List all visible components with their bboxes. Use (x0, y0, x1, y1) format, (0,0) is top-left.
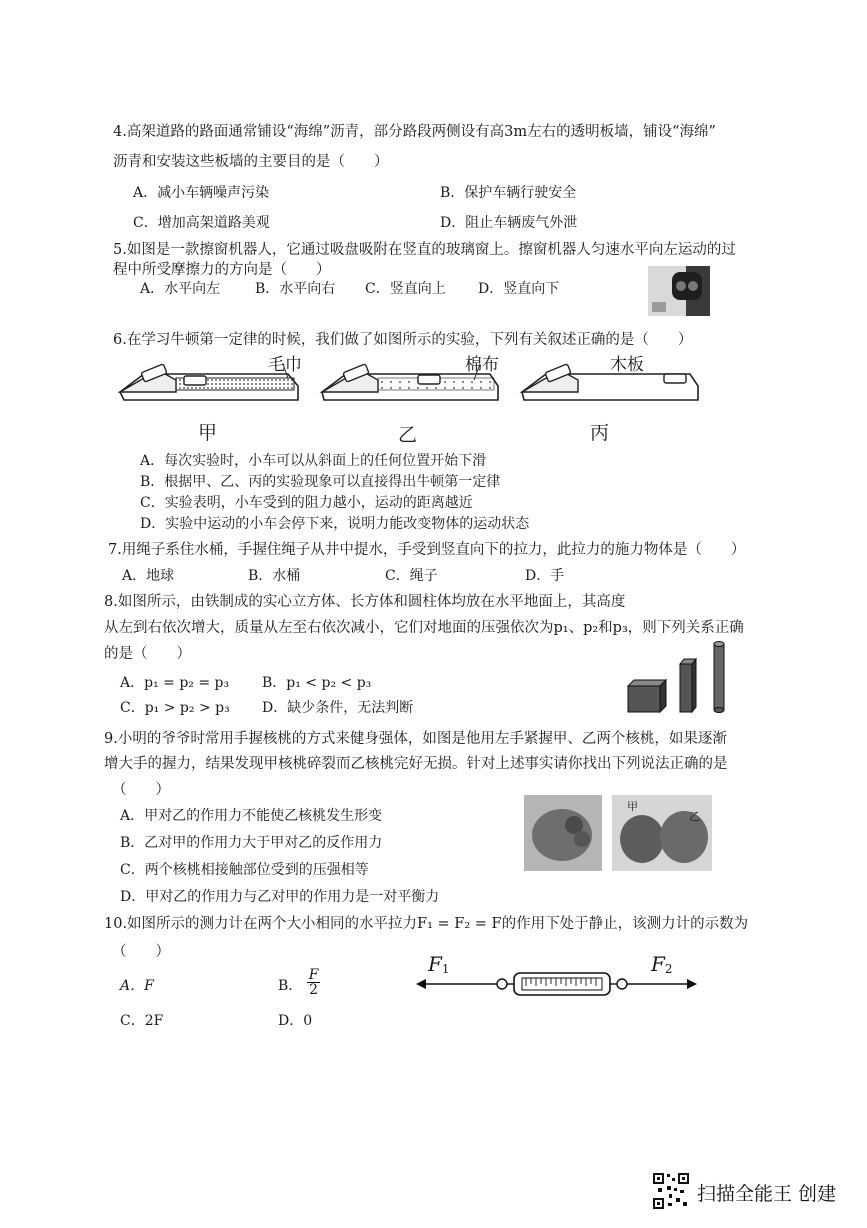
walnut-label-yi: 乙 (689, 810, 700, 823)
q8-option-c: C．p₁ > p₂ > p₃ (120, 700, 230, 716)
force-label-f1 (428, 952, 450, 976)
arrow-right-icon (687, 979, 697, 989)
q9-option-d: D．甲对乙的作用力与乙对甲的作用力是一对平衡力 (120, 889, 440, 905)
q7-option-a: A．地球 (122, 568, 175, 584)
q6-option-c: C．实验表明，小车受到的阻力越小，运动的距离越近 (140, 495, 473, 511)
q7-option-b: B．水桶 (248, 568, 301, 584)
arrow-left-icon (416, 979, 426, 989)
qr-code-icon (652, 1172, 690, 1210)
q9-option-c: C．两个核桃相接触部位受到的压强相等 (120, 862, 369, 878)
q5-option-b: B．水平向右 (255, 281, 336, 297)
label-board: 木板 (610, 355, 644, 375)
q5-option-d: D．竖直向下 (478, 281, 560, 297)
label-bing: 丙 (590, 422, 610, 444)
q9-option-a: A．甲对乙的作用力不能使乙核桃发生形变 (120, 808, 383, 824)
q10-option-b-fraction (307, 968, 321, 997)
f2-symbol: F (651, 952, 665, 976)
iron-solids-figure (626, 638, 730, 714)
q8-option-b: B．p₁ < p₂ < p₃ (262, 675, 372, 691)
cube (628, 680, 666, 712)
f1-symbol: F (428, 952, 442, 976)
q10-option-a: A．F (120, 978, 154, 994)
q5-stem-line1: 5.如图是一款擦窗机器人，它通过吸盘吸附在竖直的玻璃窗上。擦窗机器人匀速水平向左运动的过 (113, 242, 736, 258)
cuboid (680, 659, 696, 712)
q6-option-b: B．根据甲、乙、丙的实验现象可以直接得出牛顿第一定律 (140, 474, 501, 490)
q10-option-c: C．2F (120, 1013, 164, 1029)
label-yi: 乙 (398, 424, 418, 446)
q5-option-a: A．水平向左 (140, 281, 221, 297)
q10-stem-line2: （ ） (112, 944, 170, 960)
q4-option-c: C．增加高架道路美观 (133, 215, 270, 231)
watermark-text: 扫描全能王 创建 (697, 1183, 837, 1205)
q8-stem-line2: 从左到右依次增大，质量从左至右依次减小，它们对地面的压强依次为p₁、p₂和p₃，则下列关系正确 (104, 620, 744, 636)
q9-stem-line3: （ ） (112, 782, 170, 798)
q10-stem-line1: 10.如图所示的测力计在两个大小相同的水平拉力F₁ = F₂ = F的作用下处于静止，该测力计的示数为 (104, 916, 749, 932)
cylinder (714, 642, 724, 713)
q6-option-a: A．每次实验时，小车可以从斜面上的任何位置开始下滑 (140, 453, 487, 469)
hand-walnuts-image (524, 795, 602, 871)
q8-stem-line3: 的是（ ） (104, 646, 191, 662)
window-robot-image (648, 266, 710, 316)
q9-stem-line1: 9.小明的爷爷时常用手握核桃的方式来健身强体，如图是他用左手紧握甲、乙两个核桃，如果逐渐 (104, 731, 727, 747)
q5-option-c: C．竖直向上 (365, 281, 446, 297)
fraction-denominator: 2 (309, 981, 319, 998)
window-robot-photo (648, 266, 710, 316)
q7-option-c: C．绳子 (385, 568, 438, 584)
label-cotton: 棉布 (465, 355, 499, 375)
q10-option-b (278, 966, 320, 998)
q4-stem-line1: 4.高架道路的路面通常铺设“海绵”沥青，部分路段两侧设有高3m左右的透明板墙，铺设“海绵” (113, 124, 716, 140)
q8-option-d: D．缺少条件，无法判断 (262, 700, 414, 716)
q10-option-b-prefix: B． (278, 978, 303, 994)
f2-subscript: 2 (664, 962, 673, 976)
hand-walnuts-photo (524, 795, 602, 871)
q4-option-d: D．阻止车辆废气外泄 (440, 215, 578, 231)
q6-stem: 6.在学习牛顿第一定律的时候，我们做了如图所示的实验，下列有关叙述正确的是（ ） (113, 332, 693, 348)
q8-option-a: A．p₁ = p₂ = p₃ (120, 675, 230, 691)
f1-subscript: 1 (441, 962, 450, 976)
q9-option-b: B．乙对甲的作用力大于甲对乙的反作用力 (120, 835, 383, 851)
q4-stem-line2: 沥青和安装这些板墙的主要目的是（ ） (113, 154, 389, 170)
q10-option-d: D．0 (278, 1013, 313, 1029)
q6-option-d: D．实验中运动的小车会停下来，说明力能改变物体的运动状态 (140, 516, 530, 532)
q9-stem-line2: 增大手的握力，结果发现甲核桃碎裂而乙核桃完好无损。针对上述事实请你找出下列说法正确的是 (104, 756, 728, 772)
q7-stem: 7.用绳子系住水桶，手握住绳子从井中提水，手受到竖直向下的拉力，此拉力的施力物体是（ ） (108, 542, 746, 558)
fraction-numerator: F (308, 966, 319, 983)
q7-option-d: D．手 (525, 568, 565, 584)
label-jia: 甲 (198, 422, 218, 444)
label-towel: 毛巾 (268, 355, 302, 375)
force-label-f2 (651, 952, 673, 976)
q4-option-a: A．减小车辆噪声污染 (133, 185, 270, 201)
q5-stem-line2: 程中所受摩擦力的方向是（ ） (113, 262, 331, 278)
q4-option-b: B．保护车辆行驶安全 (440, 185, 577, 201)
q8-stem-line1: 8.如图所示，由铁制成的实心立方体、长方体和圆柱体均放在水平地面上，其高度 (104, 594, 626, 610)
walnut-label-jia: 甲 (627, 800, 638, 813)
